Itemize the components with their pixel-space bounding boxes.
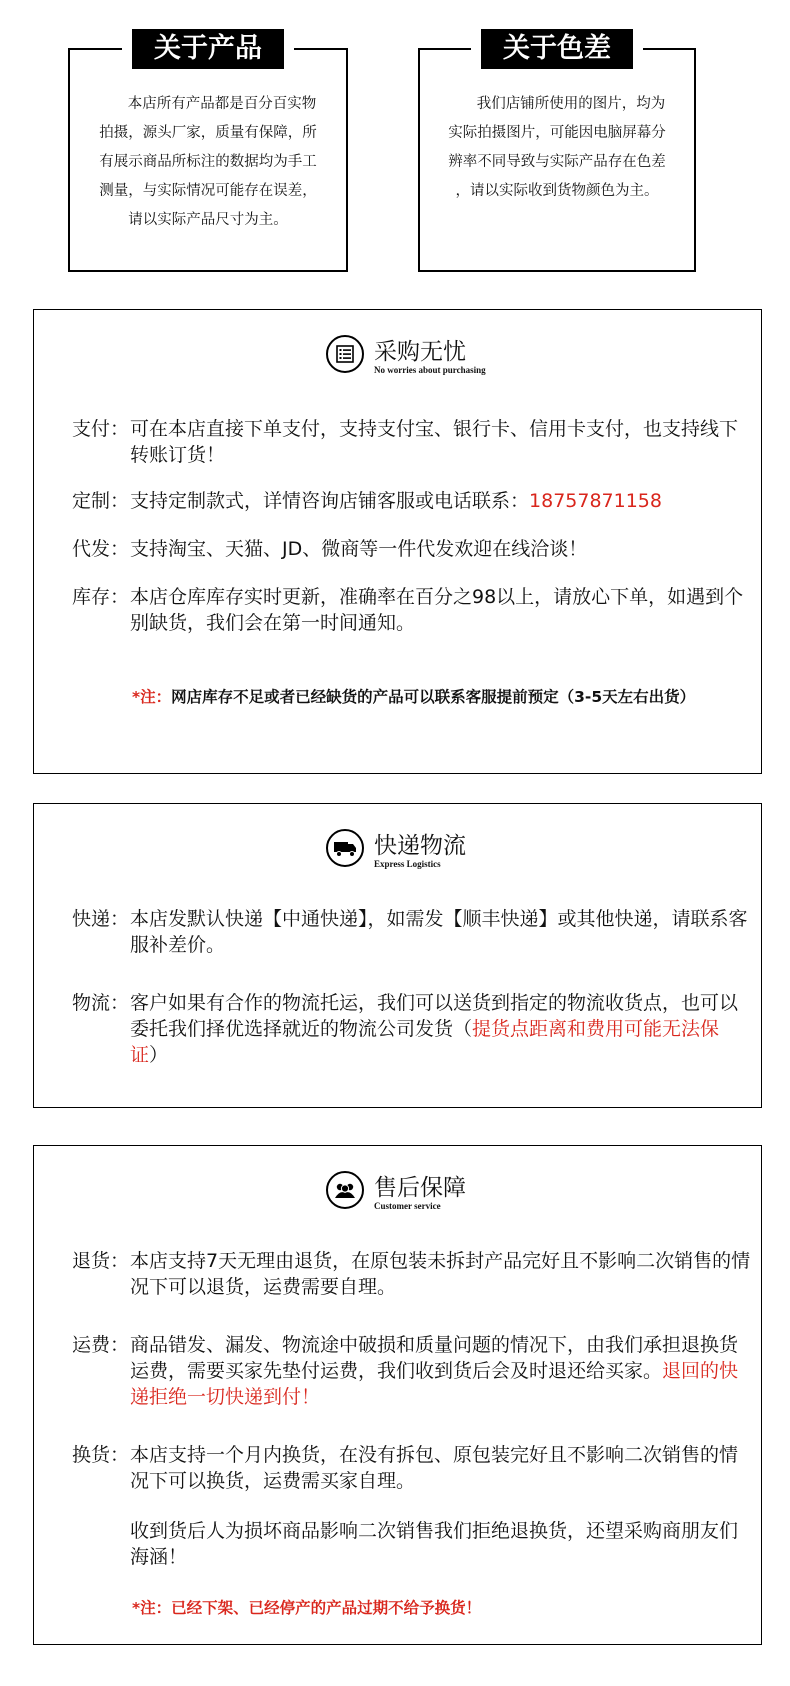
note-prefix: *注： [132, 1599, 172, 1617]
aftersale-title: 售后保障 [374, 1175, 466, 1201]
purchase-note [132, 685, 695, 707]
note-text: 网店库存不足或者已经缺货的产品可以联系客服提前预定（3-5天左右出货） [171, 688, 696, 706]
about-color-line: 辨率不同导致与实际产品存在色差 [448, 154, 666, 170]
custom-text: 支持定制款式，详情咨询店铺客服或电话联系： [130, 490, 530, 512]
freight-text: 客户如果有合作的物流托运，我们可以送货到指定的物流收货点，也可以委托我们择优选择就近的物流公司发货（ [130, 992, 739, 1040]
logistics-header [326, 829, 586, 877]
dropship-item [72, 536, 752, 562]
payment-label: 支付： [72, 418, 130, 440]
list-icon [326, 335, 364, 373]
about-product-line: 测量，与实际情况可能存在误差， [99, 183, 317, 199]
logistics-section [33, 803, 762, 1108]
returns-text: 本店支持7天无理由退货，在原包装未拆封产品完好且不影响二次销售的情况下可以退货，运费需要自理。 [130, 1250, 751, 1298]
logistics-title: 快递物流 [374, 833, 466, 859]
exchange-item [72, 1442, 752, 1494]
shipping-text: 商品错发、漏发、物流途中破损和质量问题的情况下，由我们承担退换货运费，需要买家先垫付运费，我们收到货后会及时退还给买家。 [130, 1334, 739, 1382]
payment-text: 可在本店直接下单支付，支持支付宝、银行卡、信用卡支付，也支持线下转账订货！ [130, 418, 739, 466]
about-product-line: 有展示商品所标注的数据均为手工 [99, 154, 317, 170]
returns-item [72, 1248, 752, 1300]
shipping-label: 运费： [72, 1334, 130, 1356]
users-icon [326, 1171, 364, 1209]
about-color-box [418, 33, 696, 272]
purchase-title: 采购无忧 [374, 339, 466, 365]
about-color-line: ，请以实际收到货物颜色为主。 [455, 183, 659, 199]
logistics-subtitle: Express Logistics [374, 859, 441, 869]
purchase-header [326, 335, 586, 383]
extra-text: 收到货后人为损坏商品影响二次销售我们拒绝退换货，还望采购商朋友们海涵！ [130, 1520, 739, 1568]
shipping-item [72, 1332, 752, 1410]
about-product-line: 拍摄，源头厂家，质量有保障，所 [99, 125, 317, 141]
returns-label: 退货： [72, 1250, 130, 1272]
about-color-line: 我们店铺所使用的图片，均为 [476, 96, 666, 112]
dropship-label: 代发： [72, 538, 130, 560]
about-color-title: 关于色差 [481, 29, 633, 69]
express-text: 本店发默认快递【中通快递】，如需发【顺丰快递】或其他快递，请联系客服补差价。 [130, 908, 748, 956]
payment-item [72, 416, 752, 468]
about-product-title: 关于产品 [132, 29, 284, 69]
freight-label: 物流： [72, 992, 130, 1014]
express-item [72, 906, 752, 958]
express-label: 快递： [72, 908, 130, 930]
about-product-line: 请以实际产品尺寸为主。 [128, 212, 288, 228]
aftersale-header [326, 1171, 586, 1219]
phone-number[interactable]: 18757871158 [529, 490, 662, 512]
aftersale-section [33, 1145, 762, 1645]
truck-icon [326, 829, 364, 867]
exchange-text: 本店支持一个月内换货，在没有拆包、原包装完好且不影响二次销售的情况下可以换货，运费需买家自理。 [130, 1444, 739, 1492]
custom-item [72, 488, 752, 514]
aftersale-subtitle: Customer service [374, 1201, 441, 1211]
aftersale-note [132, 1596, 481, 1618]
stock-text: 本店仓库库存实时更新，准确率在百分之98以上，请放心下单，如遇到个别缺货，我们会在第一时间通知。 [130, 586, 744, 634]
stock-item [72, 584, 752, 636]
about-product-text [84, 90, 332, 235]
about-color-text [434, 90, 680, 206]
freight-warning: 提货点距离和费用可能无法保证 [130, 1018, 720, 1066]
about-product-line: 本店所有产品都是百分百实物 [127, 96, 317, 112]
custom-label: 定制： [72, 490, 130, 512]
about-color-line: 实际拍摄图片，可能因电脑屏幕分 [448, 125, 666, 141]
purchase-section [33, 309, 762, 774]
dropship-text: 支持淘宝、天猫、JD、微商等一件代发欢迎在线洽谈！ [130, 538, 588, 560]
note-prefix: *注： [132, 688, 172, 706]
exchange-label: 换货： [72, 1444, 130, 1466]
about-product-box [68, 33, 348, 272]
extra-item [72, 1518, 752, 1570]
shipping-warning: 退回的快递拒绝一切快递到付！ [130, 1360, 739, 1408]
freight-end: ） [149, 1044, 169, 1066]
stock-label: 库存： [72, 586, 130, 608]
note-text: 已经下架、已经停产的产品过期不给予换货！ [171, 1599, 482, 1617]
purchase-subtitle: No worries about purchasing [374, 365, 486, 375]
freight-item [72, 990, 752, 1068]
